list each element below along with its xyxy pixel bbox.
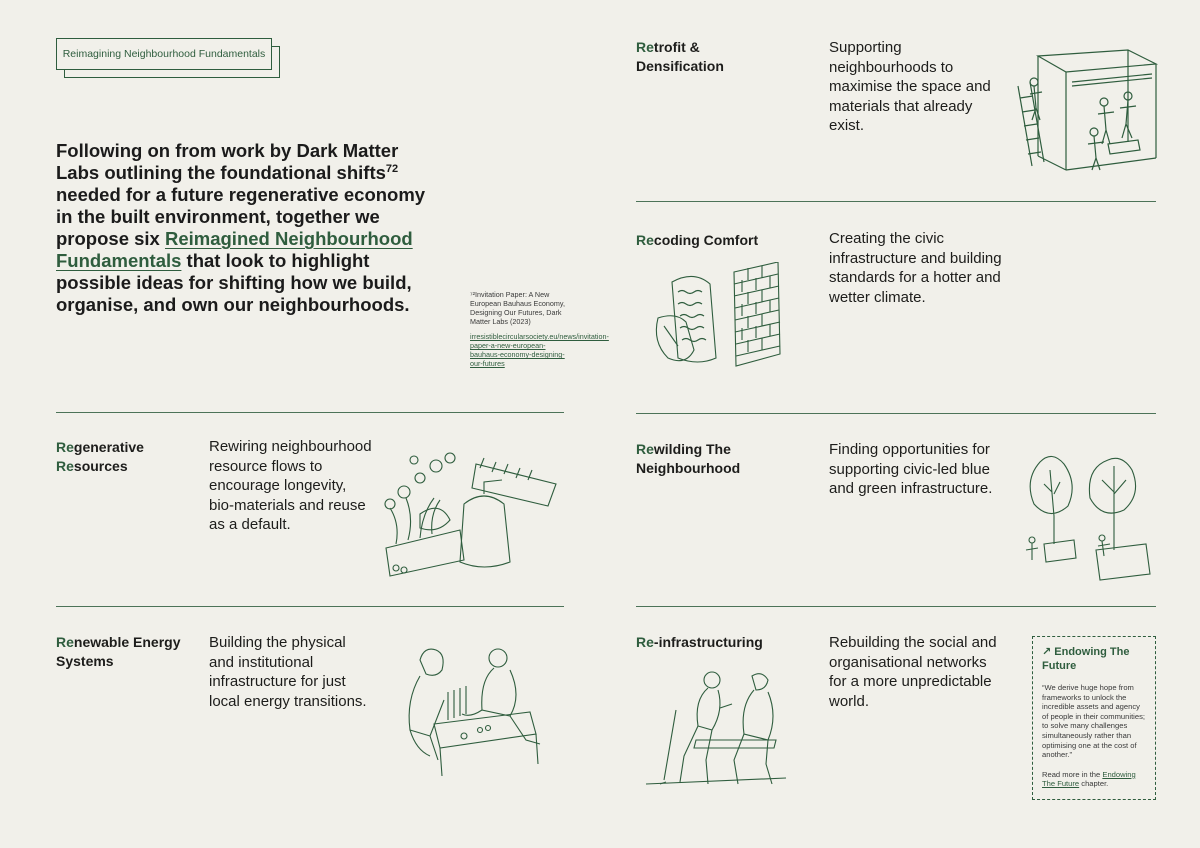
section-tag: Reimagining Neighbourhood Fundamentals: [56, 38, 272, 70]
fundamentals-link[interactable]: Reimagined Neighbourhood Fundamentals: [56, 228, 413, 271]
people-at-table-illustration: [390, 640, 560, 780]
footnote-ref[interactable]: 72: [385, 162, 399, 175]
divider-right-3: [636, 606, 1156, 607]
workers-building-frame-illustration: [1008, 46, 1160, 174]
divider-right-1: [636, 201, 1156, 202]
recoding-description: Creating the civic infrastructure and building standards for a hotter and wetter climate.: [829, 230, 1002, 306]
intro-text-3: that look to highlight possible ideas for shifting how we build, organise, and own our neighbourhoods.: [56, 250, 412, 315]
renewable-description: Building the physical and institutional infrastructure for just local energy transitions.: [209, 634, 367, 710]
regenerative-title: [56, 438, 196, 476]
title-prefix: Re: [636, 441, 654, 457]
title-rest: -infrastructuring: [653, 634, 763, 650]
divider-left-1: [56, 412, 564, 413]
title-prefix: Re: [56, 439, 74, 455]
brick-wall-hempcrete-illustration: [638, 262, 790, 382]
footnote-url-link[interactable]: irresistiblecircularsociety.eu/news/invitation-paper-a-new-european-bauhaus-economy-designing-our-futures: [470, 332, 609, 368]
title-rest: generative: [73, 439, 144, 455]
recoding-title: [636, 231, 806, 250]
callout-title-link[interactable]: ↗ Endowing The Future: [1042, 646, 1130, 672]
divider-left-2: [56, 606, 564, 607]
title-prefix: Re: [56, 634, 74, 650]
title-rest: wilding The Neighbourhood: [636, 441, 741, 476]
retrofit-description: Supporting neighbourhoods to maximise the space and materials that already exist.: [829, 39, 991, 134]
endowing-future-callout: [1032, 636, 1156, 800]
rewilding-title: [636, 440, 786, 478]
footnote: [470, 290, 609, 368]
callout-quote: “We derive huge hope from frameworks to unlock the incredible assets and agency of people in their communities; to solve many challenges simultaneously rather than optimising one at the cost of another.”: [1042, 683, 1145, 760]
title-prefix: Re: [636, 232, 654, 248]
endowing-future-link[interactable]: Endowing The Future: [1042, 769, 1136, 789]
reinfra-description: Rebuilding the social and organisational networks for a more unpredictable world.: [829, 634, 997, 710]
renewable-title: [56, 633, 196, 671]
rewilding-description: Finding opportunities for supporting civic-led blue and green infrastructure.: [829, 441, 993, 497]
title-prefix: Re: [636, 39, 654, 55]
retrofit-title: [636, 38, 786, 76]
intro-paragraph: [56, 140, 436, 316]
title-prefix: Re: [636, 634, 654, 650]
section-tag-frame: [56, 38, 280, 78]
intro-text-1: Following on from work by Dark Matter Labs outlining the foundational shifts: [56, 140, 399, 183]
footnote-text: ⁷²Invitation Paper: A New European Bauhaus Economy, Designing Our Futures, Dark Matter Labs (2023): [470, 290, 565, 326]
callout-read-more: [1042, 770, 1146, 789]
intro-text-2: needed for a future regenerative economy in the built environment, together we propose six: [56, 184, 426, 249]
title-rest: trofit & Densification: [636, 39, 724, 74]
trees-planters-illustration: [1014, 440, 1162, 582]
read-more-suffix: chapter.: [1079, 779, 1109, 789]
title-rest-2: sources: [73, 458, 128, 474]
divider-right-2: [636, 413, 1156, 414]
composter-garden-illustration: [380, 444, 564, 578]
title-rest: coding Comfort: [653, 232, 759, 248]
people-talking-bench-illustration: [636, 660, 796, 790]
title-prefix-2: Re: [56, 458, 74, 474]
reinfra-title: [636, 633, 806, 652]
regenerative-description: Rewiring neighbourhood resource flows to encourage longevity, bio-materials and reuse as a default.: [209, 438, 372, 533]
title-rest: newable Energy Systems: [56, 634, 181, 669]
read-more-prefix: Read more in the: [1042, 769, 1103, 779]
